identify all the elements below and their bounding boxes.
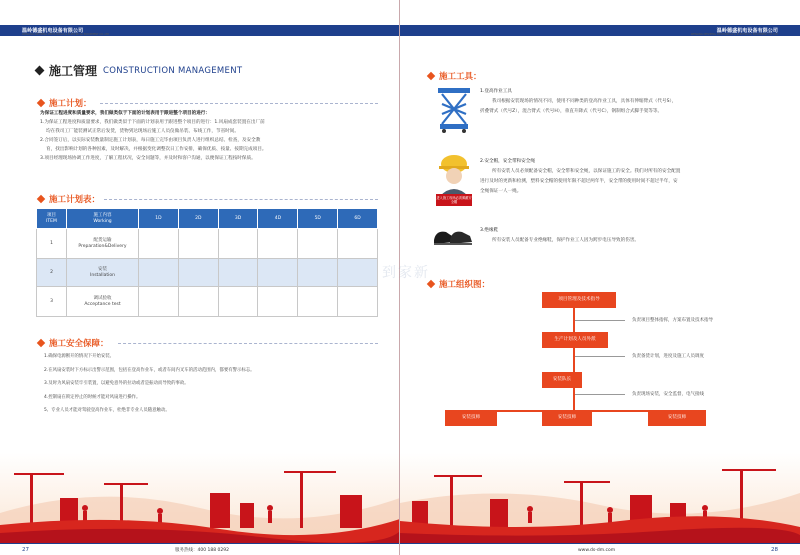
plan-item: 2.合同签订后，以实际安装数量制定施工计划表，每日施工完毕由项目负责人进行组织总结、检查，及安全教 (40, 138, 261, 143)
tool-item-lift: 1.登高作业工具 我司根据安装现场的情况不同，使用不同种类的登高作业工具，具体有伸缩臂式（代号S）， 折叠臂式（代号Z），混合臂式（代号H），垂直升降式（代号C），钢制组合式脚手架等等。 (480, 89, 677, 114)
list-item: 4.控制扇在锁定停止的时候才能对风扇进行操作。 (44, 394, 141, 400)
header-day: 4D (258, 209, 298, 229)
website: www.ds-dm.com (578, 548, 616, 553)
company-name: 温岭德盛机电设备有限公司 (716, 28, 778, 34)
plan-item: 均在我司工厂能装测试正常后发货，货物到达现场后施工人员仪做吊装、布线工作，节省时间。 (46, 129, 239, 134)
list-item: 5、专业人员才能对驾驶登高作业车，杜绝非专业人员随意触动。 (44, 408, 170, 413)
diamond-bullet-icon (37, 99, 45, 107)
page-title (36, 62, 242, 79)
page-number: 28 (771, 547, 778, 553)
plan-item: 1.为保证工程进度和质量要求，我们做类似于下面的计划表用于跟进整个项目的进行：1.风扇成套装置在出厂前 (40, 120, 265, 125)
org-box-technician: 安装技师 (648, 410, 706, 426)
plan-item: 育，找出影响计划的各种因素，及时解决，并根据变化调整次日工作安排，确保优质、按量、按期完成项目。 (46, 147, 267, 152)
schedule-table (36, 208, 378, 317)
diamond-bullet-icon (37, 195, 45, 203)
helmet-badge-text: 进入施工现场必须佩戴安全帽 (436, 196, 472, 204)
plan-item: 3.项目经理现场协调工作进度，了解工程状况，安全问题等，并及时和客户沟通，以便保证工程按时保质。 (40, 156, 256, 161)
page-number: 27 (22, 547, 29, 553)
construction-skyline-illustration (400, 453, 800, 543)
section-divider (118, 343, 378, 344)
header-day: 5D (298, 209, 338, 229)
company-name: 温岭德盛机电设备有限公司 (22, 28, 84, 34)
header-day: 3D (218, 209, 258, 229)
company-name-en: WENLING DESHENG MECHANICAL & ELECTRICAL EQUIPMENT CO.,LTD (690, 33, 778, 36)
insulated-shoes-icon (432, 226, 474, 248)
section-divider (100, 103, 378, 104)
safety-list (44, 352, 374, 420)
plan-text (40, 109, 380, 163)
table-row: 2 安装 Installation (37, 259, 378, 287)
plan-intro: 为保证工程进度和质量要求，我们做类似于下面的计划表用于跟进整个项目的进行： (40, 111, 210, 116)
org-box-production: 生产计划及人员外派 (542, 332, 608, 348)
header-item: 项目 ITEM (37, 209, 67, 229)
org-box-team-leader: 安装队长 (542, 372, 582, 388)
org-connector (573, 307, 575, 411)
tools-heading: 施工工具： (428, 70, 482, 82)
plan-heading: 施工计划： (38, 97, 92, 109)
tool-item-helmet: 2.安全帽，安全带和安全绳 所有安装人员必须配备安全帽，安全带和安全绳，以保证施工的安全。我们对所有的安全配置 进行及时的更新和检测，塑料安全帽的使用年限不超过两年半，安全带的使用时间不超过半年，安 全绳保证一人一绳。 (480, 159, 681, 194)
section-divider (104, 199, 378, 200)
org-note: 负责现场安装，安全监督，电气接线 (632, 392, 704, 397)
hotline: 服务热线：400 188 0292 (175, 548, 229, 553)
safety-heading: 施工安全保障： (38, 337, 109, 349)
list-item: 3.及时为风扇安装牢引装置，以避免意外的拉动或者是振动而导致的事故。 (44, 381, 189, 386)
header-day: 1D (139, 209, 179, 229)
header-day: 2D (178, 209, 218, 229)
list-item: 1.确保电源断开的情况下开始安装。 (44, 354, 115, 359)
org-box-technician: 安装技师 (542, 410, 592, 426)
table-header-row (37, 209, 378, 229)
watermark: 到家新 (382, 265, 430, 281)
org-box-manager: 项目管理及技术指导 (542, 292, 616, 308)
table-row: 1 配货运输 Preparation&Delivery (37, 229, 378, 259)
tool-item-shoes: 3.绝缘鞋 所有安装人员配备专业绝缘鞋，保护作业工人因为跨步电压导致的伤害。 (480, 228, 640, 243)
list-item: 2.在风扇安装时下方标示出警示范围，包括在登高作业车，或者车间内叉车的活动范围内，都要有警示标志。 (44, 367, 255, 373)
org-connector (575, 320, 625, 321)
right-page (400, 0, 800, 555)
construction-skyline-illustration (0, 453, 400, 543)
diamond-bullet-icon (37, 339, 45, 347)
org-note: 负责项目整体指挥，方案布置及技术指导 (632, 318, 713, 323)
diamond-bullet-icon (427, 72, 435, 80)
header-day: 6D (338, 209, 378, 229)
header-content: 施工内容 Working (67, 209, 139, 229)
schedule-heading: 施工计划表： (38, 193, 100, 205)
org-connector (575, 356, 625, 357)
aerial-lift-icon (434, 84, 474, 134)
org-note: 负责备货计划，进度及施工人员调度 (632, 354, 704, 359)
table-row: 3 调试验收 Acceptance test (37, 287, 378, 317)
company-name-en: WENLING DESHENG MECHANICAL & ELECTRICAL EQUIPMENT CO.,LTD (22, 33, 110, 36)
org-box-technician: 安装技师 (445, 410, 497, 426)
page-title-en: CONSTRUCTION MANAGEMENT (103, 65, 243, 76)
diamond-bullet-icon (35, 66, 45, 76)
page-title-zh: 施工管理 (49, 64, 98, 78)
org-connector (575, 394, 625, 395)
org-heading: 施工组织图： (428, 278, 490, 290)
